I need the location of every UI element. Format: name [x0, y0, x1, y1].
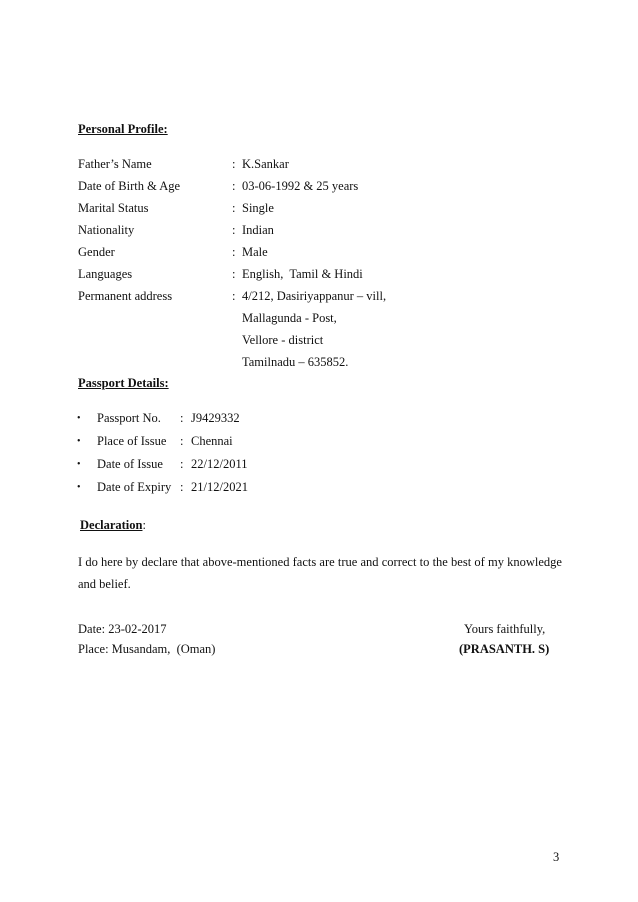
- languages-value: English, Tamil & Hindi: [242, 267, 363, 281]
- declaration-text: I do here by declare that above-mentioned facts are true and correct to the best of my knowledge and belief.: [78, 555, 562, 591]
- declaration-heading-row: [80, 518, 146, 533]
- closing-text: Yours faithfully,: [464, 622, 546, 636]
- signature-date: Date: 23-02-2017: [78, 622, 167, 636]
- place-of-issue-value: Chennai: [191, 434, 233, 448]
- dob-age-colon: :: [232, 179, 236, 193]
- date-of-issue-value: 22/12/2011: [191, 457, 248, 471]
- date-of-issue-label: Date of Issue: [97, 457, 163, 471]
- address-line: Tamilnadu – 635852.: [242, 355, 349, 369]
- date-of-expiry-value: 21/12/2021: [191, 480, 248, 494]
- declaration-heading: Declaration: [80, 518, 143, 532]
- passport-no-label: Passport No.: [97, 411, 161, 425]
- bullet-icon: •: [77, 482, 81, 493]
- signature-place: Place: Musandam, (Oman): [78, 642, 216, 656]
- gender-label: Gender: [78, 245, 115, 259]
- nationality-label: Nationality: [78, 223, 135, 237]
- declaration-heading-colon: :: [142, 518, 146, 532]
- passport-details-heading: Passport Details:: [78, 376, 169, 390]
- languages-colon: :: [232, 267, 236, 281]
- bullet-icon: •: [77, 436, 81, 447]
- marital-status-colon: :: [232, 201, 236, 215]
- permanent-address-value: 4/212, Dasiriyappanur – vill,: [242, 289, 387, 303]
- dob-age-value: 03-06-1992 & 25 years: [242, 179, 359, 193]
- permanent-address-label: Permanent address: [78, 289, 173, 303]
- fathers-name-colon: :: [232, 157, 236, 171]
- fathers-name-value: K.Sankar: [242, 157, 289, 171]
- bullet-icon: •: [77, 459, 81, 470]
- dob-age-label: Date of Birth & Age: [78, 179, 181, 193]
- languages-label: Languages: [78, 267, 133, 281]
- address-line: Vellore - district: [242, 333, 324, 347]
- permanent-address-colon: :: [232, 289, 236, 303]
- gender-colon: :: [232, 245, 236, 259]
- marital-status-value: Single: [242, 201, 274, 215]
- date-of-issue-colon: :: [180, 457, 184, 471]
- passport-no-value: J9429332: [191, 411, 240, 425]
- gender-value: Male: [242, 245, 268, 259]
- nationality-value: Indian: [242, 223, 274, 237]
- marital-status-label: Marital Status: [78, 201, 149, 215]
- personal-profile-heading: Personal Profile:: [78, 122, 168, 136]
- place-of-issue-label: Place of Issue: [97, 434, 167, 448]
- signatory-name: (PRASANTH. S): [459, 642, 550, 656]
- bullet-icon: •: [77, 413, 81, 424]
- nationality-colon: :: [232, 223, 236, 237]
- date-of-expiry-colon: :: [180, 480, 184, 494]
- fathers-name-label: Father’s Name: [78, 157, 152, 171]
- date-of-expiry-label: Date of Expiry: [97, 480, 172, 494]
- address-line: Mallagunda - Post,: [242, 311, 337, 325]
- passport-no-colon: :: [180, 411, 184, 425]
- place-of-issue-colon: :: [180, 434, 184, 448]
- page-number: 3: [553, 850, 560, 864]
